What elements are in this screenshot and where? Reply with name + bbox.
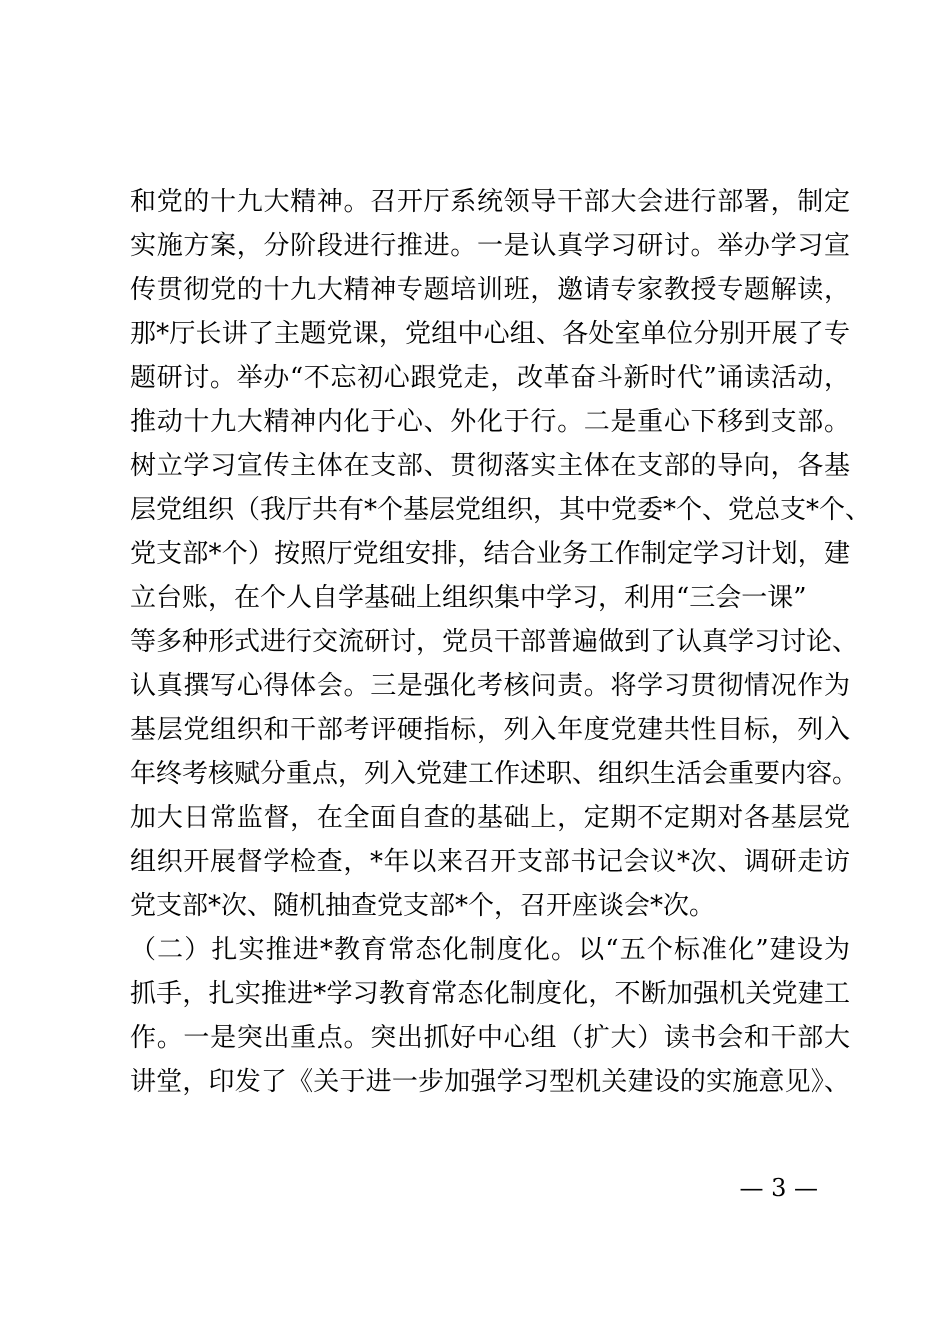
text-line: 作。一是突出重点。突出抓好中心组（扩大）读书会和干部大 — [130, 1023, 850, 1053]
text-line: 传贯彻党的十九大精神专题培训班，邀请专家教授专题解读， — [130, 275, 850, 305]
text-line: 立台账，在个人自学基础上组织集中学习，利用“三会一课” — [130, 583, 807, 613]
text-line: 题研讨。举办“不忘初心跟党走，改革奋斗新时代”诵读活动， — [130, 363, 850, 393]
text-line: 实施方案，分阶段进行推进。一是认真学习研讨。举办学习宣 — [130, 231, 850, 261]
text-line: 那*厅长讲了主题党课，党组中心组、各处室单位分别开展了专 — [130, 319, 850, 349]
text-line: 讲堂，印发了《关于进一步加强学习型机关建设的实施意见》、 — [130, 1067, 850, 1097]
text-line: 抓手，扎实推进*学习教育常态化制度化，不断加强机关党建工 — [130, 979, 850, 1009]
text-line: 层党组织（我厅共有*个基层党组织，其中党委*个、党总支*个、 — [130, 495, 872, 525]
text-line: 认真撰写心得体会。三是强化考核问责。将学习贯彻情况作为 — [130, 671, 850, 701]
text-line: 推动十九大精神内化于心、外化于行。二是重心下移到支部。 — [130, 407, 850, 437]
text-line: 和党的十九大精神。召开厅系统领导干部大会进行部署，制定 — [130, 187, 850, 217]
text-line: 年终考核赋分重点，列入党建工作述职、组织生活会重要内容。 — [130, 759, 859, 789]
text-line: 组织开展督学检查，*年以来召开支部书记会议*次、调研走访 — [130, 847, 850, 877]
text-line: 党支部*个）按照厅党组安排，结合业务工作制定学习计划，建 — [130, 539, 850, 569]
body-text — [130, 180, 872, 1104]
section-heading-line: （二）扎实推进*教育常态化制度化。以“五个标准化”建设为 — [130, 935, 850, 965]
text-line: 党支部*次、随机抽查党支部*个，召开座谈会*次。 — [130, 891, 716, 921]
text-line: 树立学习宣传主体在支部、贯彻落实主体在支部的导向，各基 — [130, 451, 850, 481]
text-line: 基层党组织和干部考评硬指标，列入年度党建共性目标，列入 — [130, 715, 850, 745]
text-line: 等多种形式进行交流研讨，党员干部普遍做到了认真学习讨论、 — [130, 627, 859, 657]
page-number: — 3 — — [739, 1174, 818, 1202]
text-line: 加大日常监督，在全面自查的基础上，定期不定期对各基层党 — [130, 803, 850, 833]
